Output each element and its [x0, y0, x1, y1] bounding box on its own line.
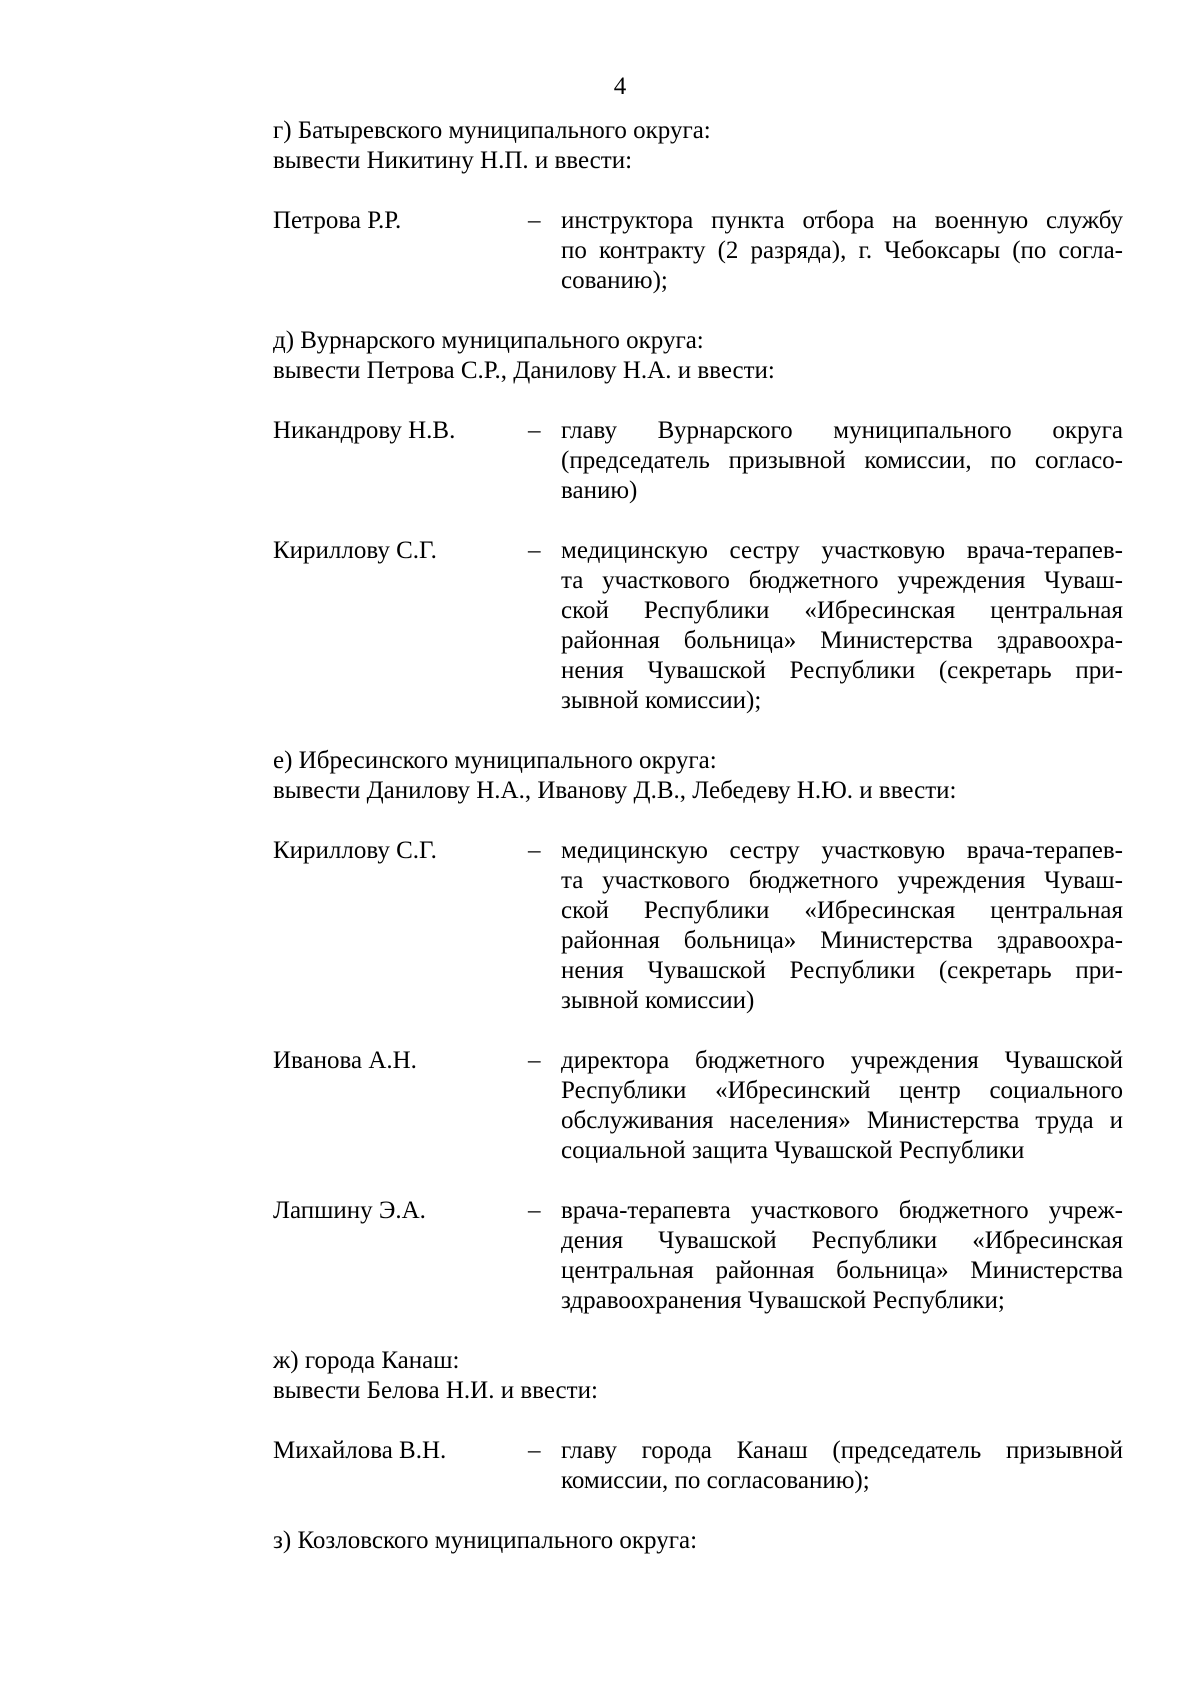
member-position	[561, 1046, 1123, 1166]
position-line: районная больница» Министерства здравоохра-	[561, 927, 1123, 954]
amendment-section	[273, 116, 1123, 296]
position-line: главу Вурнарского муниципального округа	[561, 417, 1123, 444]
member-entry	[273, 416, 1123, 506]
member-entry	[273, 836, 1123, 1016]
position-line: здравоохранения Чувашской Республики;	[561, 1287, 1005, 1314]
position-line: обслуживания населения» Министерства труда и	[561, 1107, 1123, 1134]
position-line: по контракту (2 разряда), г. Чебоксары (по согла-	[561, 237, 1123, 264]
member-position	[561, 1196, 1123, 1316]
position-line: нения Чувашской Республики (секретарь при-	[561, 657, 1123, 684]
position-line: Республики «Ибресинский центр социального	[561, 1077, 1123, 1104]
section-action: вывести Белова Н.И. и ввести:	[273, 1377, 598, 1404]
position-line: ской Республики «Ибресинская центральная	[561, 897, 1123, 924]
member-entry	[273, 206, 1123, 296]
section-heading	[273, 746, 1123, 806]
position-line: директора бюджетного учреждения Чувашской	[561, 1047, 1123, 1074]
position-line: социальной защита Чувашской Республики	[561, 1137, 1025, 1164]
member-position	[561, 836, 1123, 1016]
section-title: г) Батыревского муниципального округа:	[273, 117, 711, 144]
position-line: нения Чувашской Республики (секретарь при-	[561, 957, 1123, 984]
position-line: медицинскую сестру участковую врача-терапев-	[561, 837, 1123, 864]
document-body	[273, 116, 1123, 1556]
member-name: Иванова А.Н.	[273, 1047, 417, 1074]
member-entry	[273, 1046, 1123, 1166]
member-position	[561, 536, 1123, 716]
member-position	[561, 206, 1123, 296]
position-line: комиссии, по согласованию);	[561, 1467, 870, 1494]
position-line: главу города Канаш (председатель призывной	[561, 1437, 1123, 1464]
section-heading	[273, 1526, 1123, 1556]
separator-dash: –	[528, 537, 541, 564]
position-line: та участкового бюджетного учреждения Чуваш-	[561, 567, 1123, 594]
position-line: та участкового бюджетного учреждения Чуваш-	[561, 867, 1123, 894]
position-line: дения Чувашской Республики «Ибресинская	[561, 1227, 1123, 1254]
member-name: Михайлова В.Н.	[273, 1437, 447, 1464]
position-line: ванию)	[561, 477, 638, 504]
position-line: зывной комиссии)	[561, 987, 755, 1014]
member-entry	[273, 1436, 1123, 1496]
section-title: ж) города Канаш:	[273, 1347, 460, 1374]
section-heading	[273, 116, 1123, 176]
member-name: Никандрову Н.В.	[273, 417, 456, 444]
section-action: вывести Никитину Н.П. и ввести:	[273, 147, 633, 174]
separator-dash: –	[528, 1197, 541, 1224]
position-line: медицинскую сестру участковую врача-терапев-	[561, 537, 1123, 564]
section-action: вывести Данилову Н.А., Иванову Д.В., Лебедеву Н.Ю. и ввести:	[273, 777, 957, 804]
section-heading	[273, 1346, 1123, 1406]
section-action: вывести Петрова С.Р., Данилову Н.А. и ввести:	[273, 357, 775, 384]
member-name: Кириллову С.Г.	[273, 537, 437, 564]
amendment-section	[273, 1346, 1123, 1496]
member-entry	[273, 1196, 1123, 1316]
position-line: инструктора пункта отбора на военную службу	[561, 207, 1123, 234]
position-line: центральная районная больница» Министерства	[561, 1257, 1123, 1284]
member-name: Кириллову С.Г.	[273, 837, 437, 864]
amendment-section	[273, 1526, 1123, 1556]
member-name: Лапшину Э.А.	[273, 1197, 426, 1224]
member-position	[561, 1436, 1123, 1496]
member-name: Петрова Р.Р.	[273, 207, 402, 234]
position-line: (председатель призывной комиссии, по согласо-	[561, 447, 1123, 474]
member-list	[273, 836, 1123, 1316]
section-title: з) Козловского муниципального округа:	[273, 1527, 698, 1554]
page-number: 4	[613, 73, 627, 100]
position-line: ской Республики «Ибресинская центральная	[561, 597, 1123, 624]
position-line: районная больница» Министерства здравоохра-	[561, 627, 1123, 654]
member-list	[273, 206, 1123, 296]
position-line: врача-терапевта участкового бюджетного учреж-	[561, 1197, 1123, 1224]
member-position	[561, 416, 1123, 506]
member-entry	[273, 536, 1123, 716]
position-line: зывной комиссии);	[561, 687, 762, 714]
separator-dash: –	[528, 1047, 541, 1074]
section-title: е) Ибресинского муниципального округа:	[273, 747, 717, 774]
section-heading	[273, 326, 1123, 386]
separator-dash: –	[528, 1437, 541, 1464]
position-line: сованию);	[561, 267, 668, 294]
section-title: д) Вурнарского муниципального округа:	[273, 327, 704, 354]
separator-dash: –	[528, 837, 541, 864]
separator-dash: –	[528, 417, 541, 444]
separator-dash: –	[528, 207, 541, 234]
member-list	[273, 1436, 1123, 1496]
amendment-section	[273, 746, 1123, 1316]
member-list	[273, 416, 1123, 716]
amendment-section	[273, 326, 1123, 716]
